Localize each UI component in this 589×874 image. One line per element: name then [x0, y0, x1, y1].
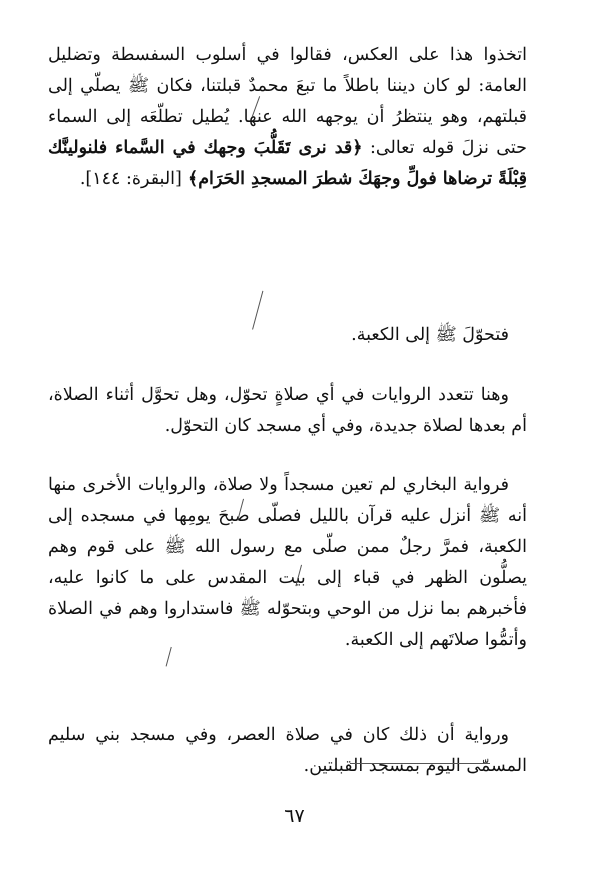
paragraph-text: وهنا تتعدد الروايات في أي صلاةٍ تحوّل، وهل تحوَّل أثناء الصلاة، أم بعدها لصلاة جديدة، وفي أي مسجد كان التحوّل. — [48, 385, 527, 436]
pencil-underline — [350, 763, 490, 765]
paragraph-text: فرواية البخاري لم تعين مسجداً ولا صلاة، والروايات الأخرى منها أنه ﷺ أنزل عليه قرآن بالليل فصلّى صبحَ يومِها في مسجده إلى الكعبة، فمرَّ رجلٌ ممن صلّى مع رسول الله ﷺ على قوم وهم يصلُّون الظهر في قباء إلى بيت المقدس على ما كانوا عليه، فأخبرهم بما نزل من الوحي وبتحوّله ﷺ فاستداروا وهم في الصلاة وأتمُّوا صلاتَهم إلى الكعبة. — [48, 475, 527, 650]
paragraph-bukhari-narration — [48, 470, 527, 656]
text-line: اتخذوا هذا على العكس، فقالوا في أسلوب السفسطة — [100, 45, 527, 65]
quran-verse: ﴿قد نرى تَقَلُّبَ وجهك في السَّماء فلنولينَّك قِبْلَةً ترضاها فولِّ وجهَكَ شطرَ المسجدِ الحَرَام﴾ — [48, 138, 527, 189]
paragraph-asr-narration — [48, 720, 527, 782]
page-number: ٦٧ — [284, 805, 305, 827]
paragraph-text: ورواية أن ذلك كان في صلاة العصر، وفي مسجد بني سليم المسمّى اليوم بمسجد القبلتين. — [48, 725, 527, 776]
paragraph-qibla-argument — [48, 40, 527, 195]
verse-citation: [البقرة: ١٤٤]. — [79, 169, 182, 189]
paragraph-narrations — [48, 380, 527, 442]
paragraph-turn-to-kaaba — [48, 320, 527, 351]
paragraph-text: فتحوّلَ ﷺ إلى الكعبة. — [351, 325, 509, 345]
text-line: وتضليل العامة: لو كان ديننا باطلاً ما تبعَ محمدٌ قبلتنا، — [48, 45, 527, 96]
text-line: عنها. يُطيل تطلّعَه إلى السماء حتى نزلَ قوله تعالى: — [48, 107, 527, 158]
text-line: فكان ﷺ يصلّي إلى قبلتهم، وهو ينتظرُ أن يوجهه الله — [48, 76, 527, 127]
